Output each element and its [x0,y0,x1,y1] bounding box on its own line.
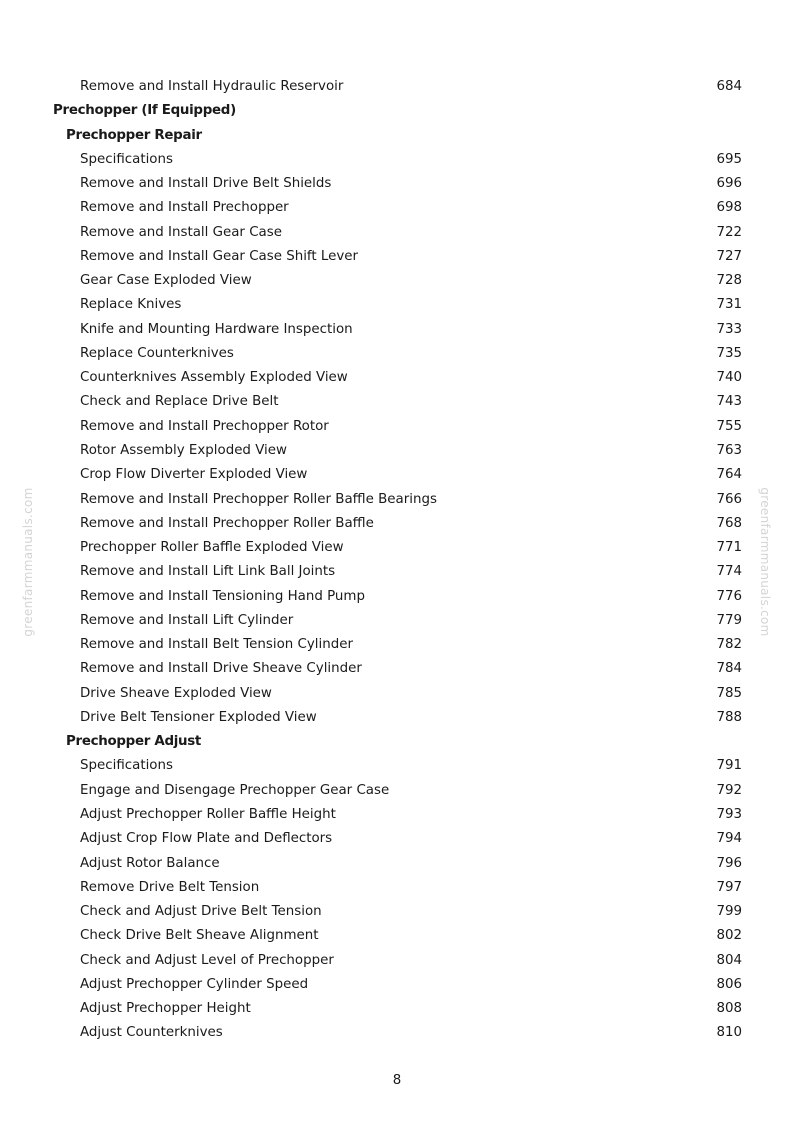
toc-entry[interactable] [0,245,794,269]
toc-entry-title: Specifications [80,151,173,167]
toc-entry-title: Replace Knives [80,297,182,313]
toc-entry-title: Prechopper (If Equipped) [53,103,236,119]
toc-entry-title: Counterknives Assembly Exploded View [80,370,348,386]
toc-entry-title: Adjust Prechopper Cylinder Speed [80,976,309,992]
toc-entry-page: 782 [716,637,742,653]
toc-entry[interactable] [0,536,794,560]
toc-entry-page: 735 [716,345,742,361]
toc-entry-title: Remove and Install Gear Case [80,224,282,240]
toc-entry-title: Knife and Mounting Hardware Inspection [80,321,353,337]
toc-entry[interactable] [0,754,794,778]
toc-entry-page: 785 [716,685,742,701]
toc-entry-page: 698 [716,200,742,216]
toc-entry-page: 766 [716,491,742,507]
toc-entry-page: 684 [716,79,742,94]
toc-entry[interactable] [0,75,794,99]
toc-entry-page: 802 [716,928,742,944]
toc-entry-title: Adjust Prechopper Height [80,1001,251,1017]
toc-entry-page: 768 [716,515,742,531]
toc-entry-page: 764 [716,467,742,483]
table-of-contents [0,75,794,1046]
toc-entry[interactable] [0,366,794,390]
toc-entry-page: 808 [716,1001,742,1017]
toc-entry-title: Remove and Install Drive Belt Shields [80,176,332,192]
toc-entry-title: Remove and Install Prechopper [80,200,289,216]
toc-entry-page: 784 [716,661,742,677]
toc-entry-title: Rotor Assembly Exploded View [80,442,287,458]
toc-entry-page: 806 [716,976,742,992]
toc-entry-title: Check and Adjust Drive Belt Tension [80,904,322,920]
toc-entry-title: Adjust Rotor Balance [80,855,220,871]
toc-entry[interactable] [0,852,794,876]
toc-entry[interactable] [0,390,794,414]
toc-entry-title: Remove and Install Prechopper Roller Baffle Bearings [80,491,437,507]
toc-entry[interactable] [0,172,794,196]
toc-entry-page: 696 [716,176,742,192]
toc-entry-title: Engage and Disengage Prechopper Gear Case [80,782,390,798]
toc-entry[interactable] [0,682,794,706]
toc-entry-title: Prechopper Roller Baffle Exploded View [80,540,344,556]
toc-entry[interactable] [0,779,794,803]
toc-entry-title: Check and Replace Drive Belt [80,394,279,410]
toc-entry-page: 733 [716,321,742,337]
toc-entry-page: 763 [716,442,742,458]
toc-entry-page: 793 [716,806,742,822]
toc-entry-page: 804 [716,952,742,968]
toc-entry[interactable] [0,876,794,900]
toc-entry-page: 755 [716,418,742,434]
toc-entry-page: 796 [716,855,742,871]
watermark-left: greenfarmmanuals.com [21,487,35,637]
toc-entry-title: Remove and Install Drive Sheave Cylinder [80,661,362,677]
toc-entry[interactable] [0,318,794,342]
toc-entry-page: 810 [716,1025,742,1041]
toc-entry-title: Remove and Install Prechopper Rotor [80,418,329,434]
toc-entry[interactable] [0,342,794,366]
toc-entry-title: Drive Belt Tensioner Exploded View [80,709,317,725]
toc-entry-title: Adjust Counterknives [80,1025,223,1041]
toc-entry[interactable] [0,196,794,220]
toc-entry-page: 794 [716,831,742,847]
toc-entry-page: 776 [716,588,742,604]
toc-entry[interactable] [0,1021,794,1045]
toc-entry-title: Crop Flow Diverter Exploded View [80,467,308,483]
toc-entry-title: Specifications [80,758,173,774]
toc-entry-page: 799 [716,904,742,920]
toc-entry-page: 728 [716,273,742,289]
toc-entry-title: Check Drive Belt Sheave Alignment [80,928,319,944]
toc-entry-title: Remove Drive Belt Tension [80,879,260,895]
toc-entry-page: 771 [716,540,742,556]
toc-entry-title: Drive Sheave Exploded View [80,685,272,701]
toc-entry-title: Prechopper Repair [66,127,202,143]
toc-entry-page: 722 [716,224,742,240]
toc-entry[interactable] [0,657,794,681]
toc-entry[interactable] [0,949,794,973]
toc-entry-title: Prechopper Adjust [66,734,202,750]
toc-entry[interactable] [0,512,794,536]
toc-entry-title: Remove and Install Belt Tension Cylinder [80,637,353,653]
toc-entry[interactable] [0,439,794,463]
toc-entry-page: 797 [716,879,742,895]
toc-entry-page: 792 [716,782,742,798]
toc-entry-title: Remove and Install Hydraulic Reservoir [80,79,344,94]
toc-entry-page: 695 [716,151,742,167]
toc-entry[interactable] [0,463,794,487]
toc-entry[interactable] [0,633,794,657]
toc-entry[interactable] [0,560,794,584]
toc-entry[interactable] [0,997,794,1021]
toc-entry[interactable] [0,293,794,317]
toc-entry[interactable] [0,706,794,730]
toc-entry[interactable] [0,973,794,997]
toc-entry-page: 774 [716,564,742,580]
toc-entry[interactable] [0,415,794,439]
toc-entry-page: 791 [716,758,742,774]
toc-entry[interactable] [0,221,794,245]
toc-entry[interactable] [0,924,794,948]
toc-entry[interactable] [0,148,794,172]
toc-entry[interactable] [0,609,794,633]
toc-section-heading [0,730,794,754]
toc-entry-title: Remove and Install Tensioning Hand Pump [80,588,365,604]
watermark-right: greenfarmmanuals.com [758,487,772,637]
toc-entry-page: 727 [716,248,742,264]
toc-entry[interactable] [0,585,794,609]
toc-entry-title: Remove and Install Gear Case Shift Lever [80,248,359,264]
toc-entry-title: Remove and Install Lift Cylinder [80,612,294,628]
toc-entry-page: 779 [716,612,742,628]
toc-entry-page: 743 [716,394,742,410]
toc-entry-title: Check and Adjust Level of Prechopper [80,952,334,968]
toc-entry-page: 731 [716,297,742,313]
toc-entry[interactable] [0,900,794,924]
toc-entry-title: Adjust Prechopper Roller Baffle Height [80,806,336,822]
toc-entry-title: Gear Case Exploded View [80,273,252,289]
toc-entry-title: Remove and Install Lift Link Ball Joints [80,564,336,580]
toc-entry-title: Remove and Install Prechopper Roller Baffle [80,515,374,531]
toc-entry-page: 788 [716,709,742,725]
toc-entry-page: 740 [716,370,742,386]
page-number: 8 [392,1073,402,1088]
toc-entry[interactable] [0,827,794,851]
toc-entry-title: Replace Counterknives [80,345,234,361]
toc-entry-title: Adjust Crop Flow Plate and Deflectors [80,831,333,847]
toc-section-heading [0,99,794,123]
toc-section-heading [0,124,794,148]
toc-entry[interactable] [0,803,794,827]
toc-entry[interactable] [0,488,794,512]
toc-entry[interactable] [0,269,794,293]
